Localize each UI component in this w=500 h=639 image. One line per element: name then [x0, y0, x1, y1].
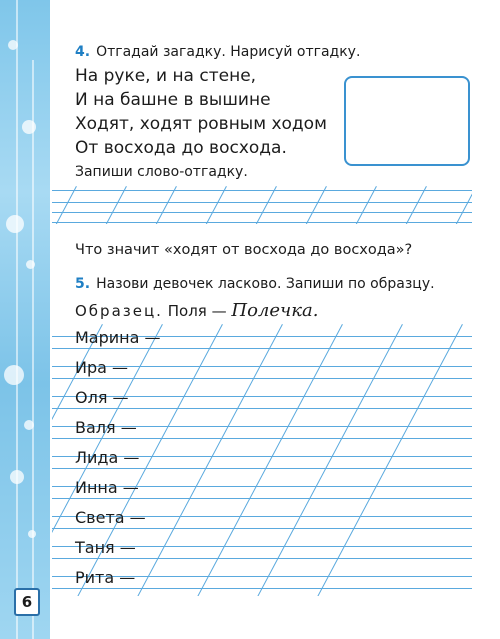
guide-line	[52, 558, 472, 559]
slant-line	[256, 324, 402, 596]
slant-line	[403, 186, 426, 224]
sample-answer-handwritten: Полечка.	[231, 300, 319, 321]
slant-line	[196, 324, 342, 596]
task4-question: Что значит «ходят от восхода до восхода»?	[75, 242, 413, 258]
stem-decoration	[16, 0, 18, 639]
page-number: 6	[14, 588, 40, 616]
task5-number: 5.	[75, 276, 91, 292]
guide-line	[52, 222, 472, 223]
slant-line	[153, 186, 176, 224]
sample-label: Образец.	[75, 302, 163, 320]
guide-line	[52, 202, 472, 203]
task4-number: 4.	[75, 44, 91, 60]
sample-dash: —	[211, 302, 227, 320]
sample-line	[75, 300, 318, 321]
guide-line	[52, 468, 472, 469]
guide-line	[52, 190, 472, 191]
slant-line	[316, 324, 462, 596]
list-item: Марина —	[75, 328, 161, 347]
slant-line	[136, 324, 282, 596]
list-item: Лида —	[75, 448, 140, 467]
guide-line	[52, 408, 472, 409]
list-item: Ира —	[75, 358, 129, 377]
task5-heading	[75, 276, 435, 292]
drawing-answer-box[interactable]	[344, 76, 470, 166]
flower-decoration	[6, 215, 24, 233]
guide-line	[52, 498, 472, 499]
flower-decoration	[4, 365, 24, 385]
slant-line	[103, 186, 126, 224]
slant-line	[353, 186, 376, 224]
poem-line: Ходят, ходят ровным ходом	[75, 114, 327, 134]
guide-line	[52, 528, 472, 529]
list-item: Валя —	[75, 418, 137, 437]
task4-title: Отгадай загадку. Нарисуй отгадку.	[96, 44, 361, 60]
poem-line: И на башне в вышине	[75, 90, 271, 110]
slant-line	[303, 186, 326, 224]
guide-line	[52, 348, 472, 349]
stem-decoration	[32, 60, 34, 639]
slant-line	[253, 186, 276, 224]
task5-title: Назови девочек ласково. Запиши по образцу.	[96, 276, 435, 292]
poem-line: На руке, и на стене,	[75, 66, 257, 86]
list-item: Инна —	[75, 478, 139, 497]
handwriting-lines-task4[interactable]	[52, 186, 472, 224]
riddle-poem	[75, 64, 327, 160]
decorative-side-strip	[0, 0, 50, 639]
write-prompt: Запиши слово-отгадку.	[75, 164, 248, 180]
sample-name: Поля	[167, 302, 207, 320]
list-item: Таня —	[75, 538, 136, 557]
guide-line	[52, 378, 472, 379]
poem-line: От восхода до восхода.	[75, 138, 287, 158]
slant-line	[53, 186, 76, 224]
guide-line	[52, 438, 472, 439]
slant-line	[453, 186, 472, 224]
task4-heading	[75, 44, 360, 60]
slant-line	[203, 186, 226, 224]
list-item: Оля —	[75, 388, 129, 407]
list-item: Рита —	[75, 568, 136, 587]
list-item: Света —	[75, 508, 146, 527]
